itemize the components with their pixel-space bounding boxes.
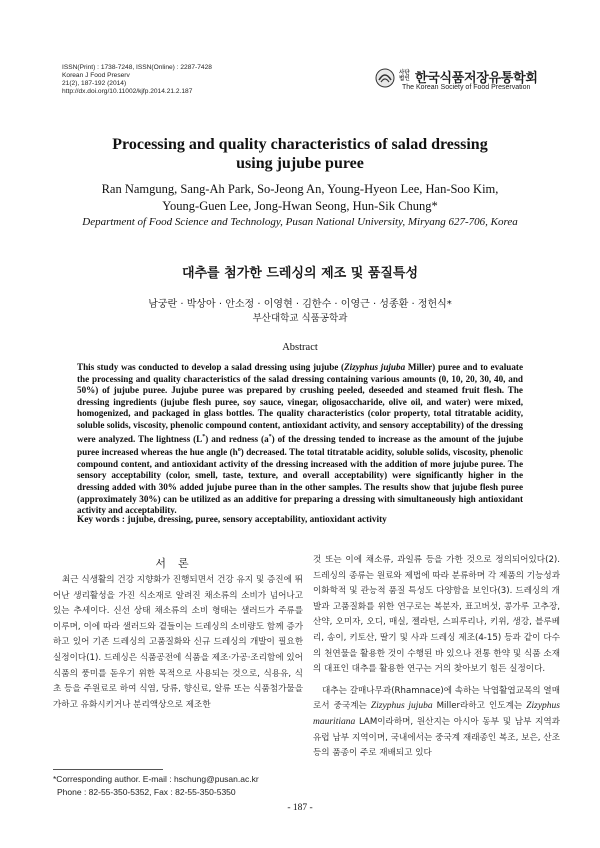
society-emblem-icon	[375, 68, 395, 88]
volume-line: 21(2), 187-192 (2014)	[62, 80, 127, 87]
paper-title	[60, 135, 540, 173]
affiliation: Department of Food Science and Technology, Pusan National University, Miryang 627-706, Korea	[82, 216, 518, 228]
society-logo	[375, 66, 553, 96]
journal-name: Korean J Food Preserv	[62, 72, 130, 79]
abstract-heading: Abstract	[282, 342, 318, 353]
footnote-email: *Corresponding author. E-mail : hschung@pusan.ac.kr	[53, 774, 259, 784]
korean-authors: 남궁란 · 박상아 · 안소정 · 이영현 · 김한수 · 이영근 · 성종환 · 정헌식*	[148, 299, 452, 310]
abstract-body: This study was conducted to develop a salad dressing using jujube (Zizyphus jujuba Miller) puree and to evaluate the processing and quality characteristics of the salad dressing containing various amounts (0, 10, 20, 30, 40, and 50%) of jujube puree. Jujube puree was prepared by crushing peeled, deseeded and steamed fruit flesh. The dressing ingredients (jujube flesh puree, soy sauce, vinegar, oligosaccharide, olive oil, and water) were mixed, homogenized, and packaged in glass bottles. The quality characteristics (color property, total titratable acidity, soluble solids, viscosity, phenolic compound content, antioxidant activity, and sensory acceptability) of the dressing were analyzed. The lightness (L*) and redness (a*) of the dressing tended to increase as the amount of the jujube puree increased whereas the hue angle $(h^o)$ decreased. The total titratable acidity, soluble solids, viscosity, phenolic compound content, and antioxidant activity of the dressing increased with the addition of more jujube puree. The sensory acceptability (color, smell, taste, texture, and overall acceptability) were significantly higher in the dressing added with 30% added jujube puree than in the other samples. The results show that jujube flesh puree (approximately 30%) can be utilized as an additive for preparing a dressing with simultaneously high antioxidant activity and acceptability.	[77, 362, 524, 516]
section-heading-intro: 서론	[155, 557, 201, 570]
authors-line-2: Young-Guen Lee, Jong-Hwan Seong, Hun-Sik Chung*	[162, 199, 438, 213]
society-corp-label: 사단 법인	[399, 70, 410, 82]
keywords-text: jujube, dressing, puree, sensory acceptability, antioxidant activity	[127, 515, 387, 525]
paragraph: 최근 식생활의 건강 지향화가 진행되면서 건강 유지 및 증진에 뛰어난 생리활성을 가진 식소재로 알려진 채소류의 소비가 넘어나고 있는 추세이다. 신선 상태 채소류의 소비 형태는 샐러드가 주류를 이루며, 이에 따라 샐러드와 곁들이는 드레싱의 소비량도 함께 증가하고 있어 기존 드레싱의 고품질화와 신규 드레싱의 개발이 필요한 실정이다(1). 드레싱은 식품공전에 식품을 제조·가공·조리함에 있어 식품의 풍미를 돋우기 위한 목적으로 사용되는 것으로, 식용유, 식초 등을 주원료로 하여 식염, 당류, 향신료, 알류 또는 식품첨가물을 가하고 유화시키거나 분리액상으로 제조한	[53, 575, 303, 710]
page-number: - 187 -	[287, 803, 313, 813]
body-column-left	[53, 573, 303, 713]
issn-line: ISSN(Print) : 1738-7248, ISSN(Online) : 2287-7428	[62, 64, 212, 71]
species-name: Zizyphus jujuba	[344, 362, 406, 372]
author-list	[60, 181, 540, 215]
body-column-right	[313, 553, 560, 762]
korean-title: 대추를 첨가한 드레싱의 제조 및 품질특성	[181, 266, 419, 281]
society-name-en: The Korean Society of Food Preservation	[402, 84, 531, 91]
keywords: Key words : jujube, dressing, puree, sensory acceptability, antioxidant activity	[77, 515, 387, 525]
korean-affiliation: 부산대학교 식품공학과	[252, 313, 348, 324]
journal-metadata	[62, 64, 212, 96]
authors-line-1: Ran Namgung, Sang-Ah Park, So-Jeong An, Young-Hyeon Lee, Han-Soo Kim,	[101, 182, 499, 196]
doi-link[interactable]: http://dx.doi.org/10.11002/kjfp.2014.21.2.187	[62, 88, 193, 95]
footnote-divider	[53, 769, 163, 770]
title-line-2: using jujube puree	[236, 155, 364, 172]
title-line-1: Processing and quality characteristics of salad dressing	[112, 136, 488, 153]
corresponding-author-footnote	[53, 773, 303, 799]
paragraph: 것 또는 이에 채소류, 과일류 등을 가한 것으로 정의되어있다(2). 드레싱의 종류는 원료와 제법에 따라 분류하며 각 제품의 기능성과 이화학적 및 관능적 품질 특성도 다양함을 보인다(3). 드레싱의 개발과 고품질화를 위한 연구로는 복분자, 표고버섯, 콩가루 고추장, 산약, 오미자, 오디, 매실, 젤라틴, 스피루리나, 키위, 생강, 블루베리, 송이, 키토산, 딸기 및 사과 드레싱 제조(4-15) 등과 같이 다수의 천연물을 활용한 것이 수행된 바 있으나 전통 한약 및 식품 소재의 대표인 대추를 활용한 연구는 거의 찾아보기 힘든 실정이다.	[313, 555, 560, 675]
footnote-phone: Phone : 82-55-350-5352, Fax : 82-55-350-5350	[57, 787, 236, 797]
paragraph: 대추는 갈매나무과(Rhamnace)에 속하는 낙엽활엽교목의 열매로서 중국계는 Zizyphus jujuba Miller라하고 인도계는 Zizyphus mauritiana LAM이라하며, 원산지는 아시아 동부 및 남부 지역과 유럽 남부 지역이며, 국내에서는 중국계 재래종인 복조, 보은, 산조 등의 품종이 주로 재배되고 있다	[313, 685, 560, 759]
keywords-label: Key words	[77, 515, 120, 525]
society-name-ko: 한국식품저장유통학회	[415, 71, 538, 86]
